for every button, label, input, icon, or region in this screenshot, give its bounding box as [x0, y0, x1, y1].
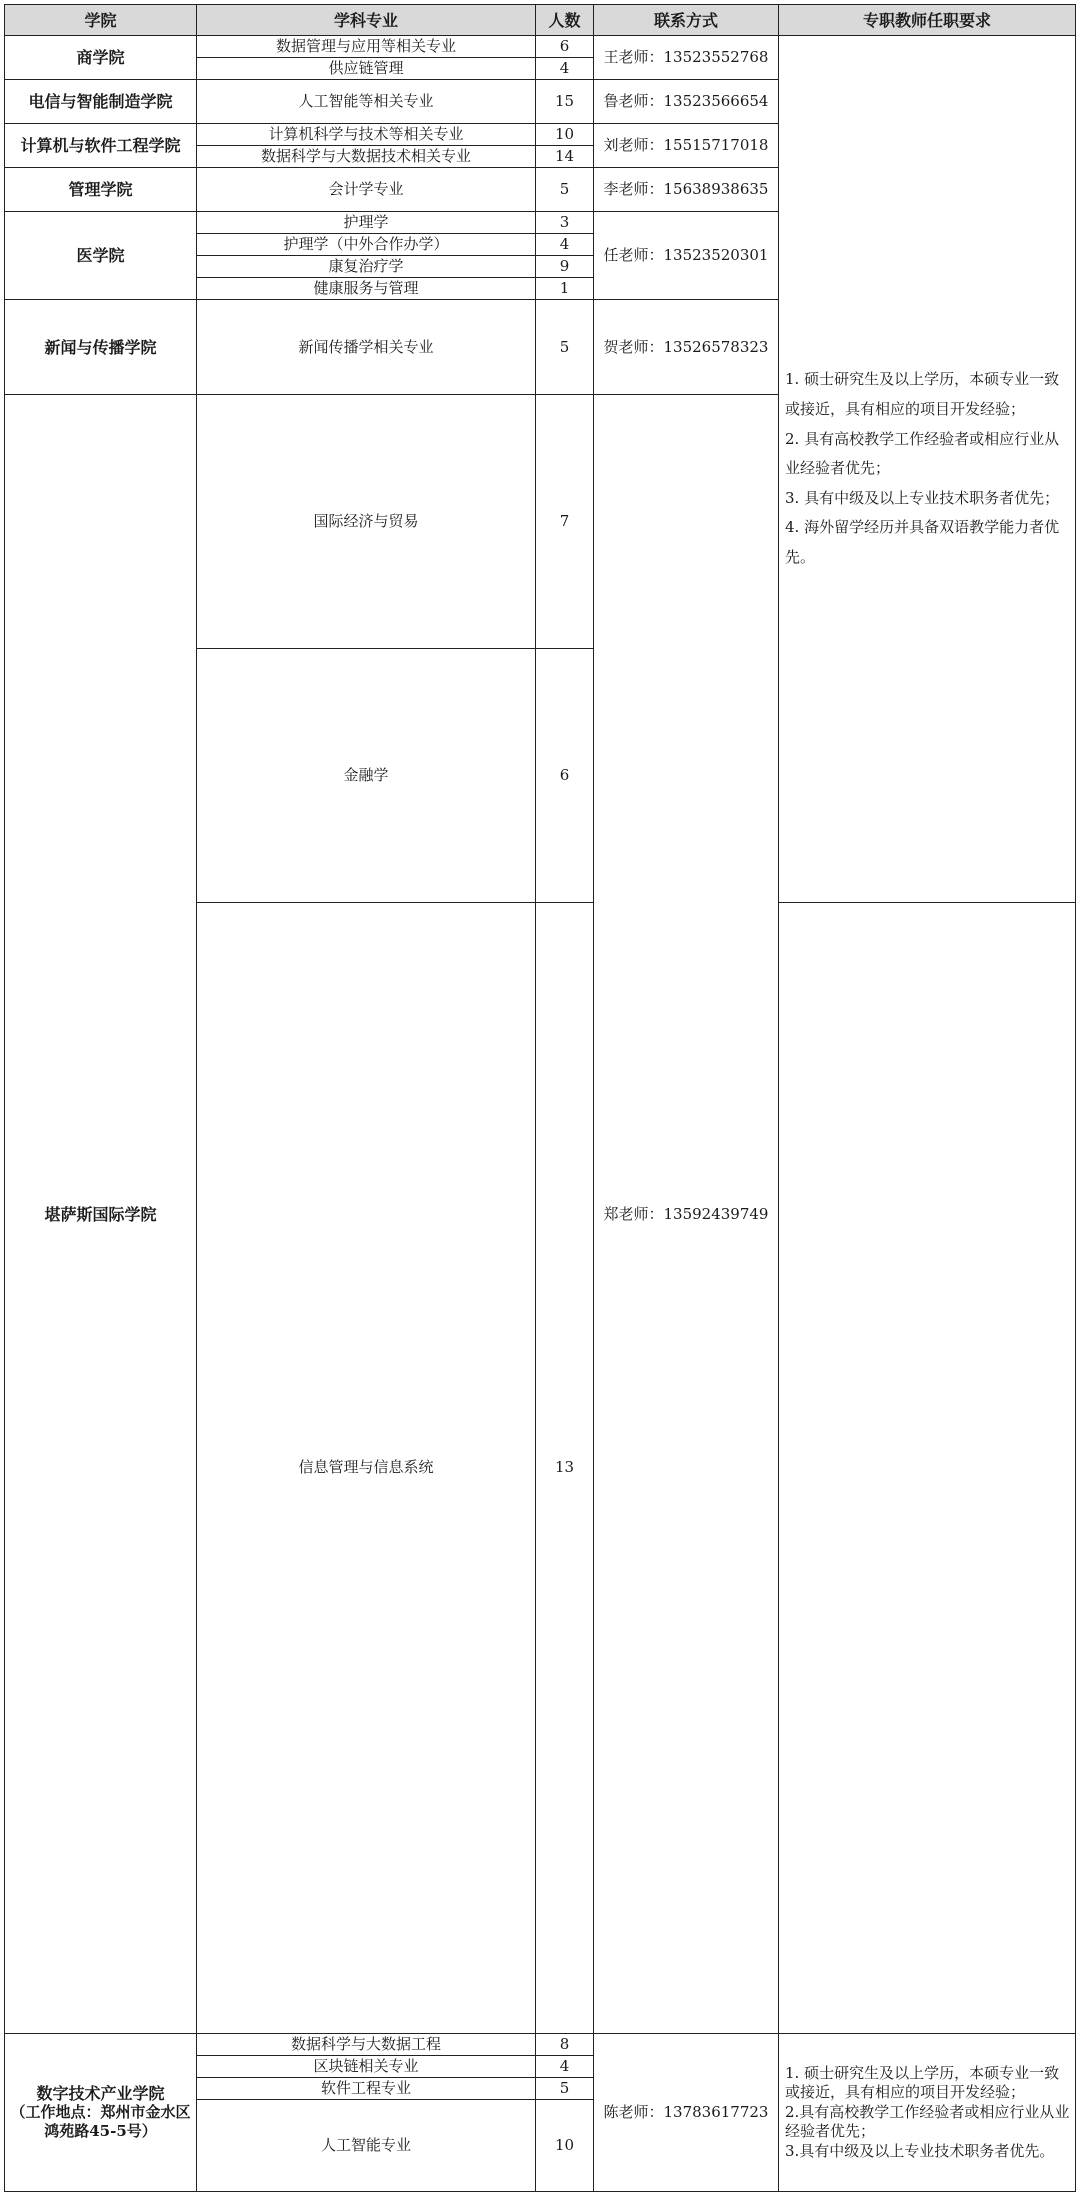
- major-cell: 护理学: [197, 212, 536, 234]
- header-college: 学院: [5, 5, 197, 36]
- requirements-cell: [779, 36, 1076, 903]
- major-cell: 国际经济与贸易: [197, 395, 536, 649]
- college-name: 管理学院: [5, 168, 197, 212]
- recruitment-table: [4, 4, 1076, 2192]
- header-count: 人数: [536, 5, 594, 36]
- work-location-note: （工作地点：郑州市金水区鸿苑路45-5号）: [10, 2103, 191, 2140]
- college-name: 堪萨斯国际学院: [5, 395, 197, 2034]
- major-cell: 信息管理与信息系统: [197, 902, 536, 2033]
- count-cell: 5: [536, 300, 594, 395]
- count-cell: 5: [536, 168, 594, 212]
- count-cell: 13: [536, 902, 594, 2033]
- major-cell: 人工智能专业: [197, 2100, 536, 2192]
- table-row: [5, 36, 1076, 58]
- count-cell: 3: [536, 212, 594, 234]
- header-major: 学科专业: [197, 5, 536, 36]
- count-cell: 6: [536, 36, 594, 58]
- major-cell: 金融学: [197, 648, 536, 902]
- major-cell: 计算机科学与技术等相关专业: [197, 124, 536, 146]
- college-name: 电信与智能制造学院: [5, 80, 197, 124]
- major-cell: 健康服务与管理: [197, 278, 536, 300]
- contact-cell: 贺老师：13526578323: [594, 300, 779, 395]
- count-cell: 4: [536, 234, 594, 256]
- header-requirements: 专职教师任职要求: [779, 5, 1076, 36]
- major-cell: 数据科学与大数据工程: [197, 2034, 536, 2056]
- major-cell: 供应链管理: [197, 58, 536, 80]
- college-cell: [5, 2034, 197, 2192]
- major-cell: 新闻传播学相关专业: [197, 300, 536, 395]
- count-cell: 10: [536, 2100, 594, 2192]
- contact-cell: 王老师：13523552768: [594, 36, 779, 80]
- count-cell: 7: [536, 395, 594, 649]
- major-cell: 数据科学与大数据技术相关专业: [197, 146, 536, 168]
- requirements-cell: [779, 2034, 1076, 2192]
- requirement-item: 4. 海外留学经历并具备双语教学能力者优先。: [785, 518, 1060, 566]
- count-cell: 14: [536, 146, 594, 168]
- header-row: [5, 5, 1076, 36]
- count-cell: 9: [536, 256, 594, 278]
- count-cell: 5: [536, 2078, 594, 2100]
- contact-cell: 陈老师：13783617723: [594, 2034, 779, 2192]
- college-name: 计算机与软件工程学院: [5, 124, 197, 168]
- count-cell: 15: [536, 80, 594, 124]
- college-name: 新闻与传播学院: [5, 300, 197, 395]
- requirement-item: 3. 具有中级及以上专业技术职务者优先；: [785, 488, 1060, 507]
- count-cell: 6: [536, 648, 594, 902]
- header-contact: 联系方式: [594, 5, 779, 36]
- contact-cell: 郑老师：13592439749: [594, 395, 779, 2034]
- requirement-item: 2. 具有高校教学工作经验者或相应行业从业经验者优先；: [785, 429, 1060, 478]
- count-cell: 4: [536, 58, 594, 80]
- count-cell: 4: [536, 2056, 594, 2078]
- major-cell: 软件工程专业: [197, 2078, 536, 2100]
- requirement-item: 3.具有中级及以上专业技术职务者优先。: [785, 2141, 1055, 2160]
- contact-cell: 刘老师：15515717018: [594, 124, 779, 168]
- count-cell: 8: [536, 2034, 594, 2056]
- major-cell: 康复治疗学: [197, 256, 536, 278]
- college-name: 商学院: [5, 36, 197, 80]
- major-cell: 区块链相关专业: [197, 2056, 536, 2078]
- major-cell: 会计学专业: [197, 168, 536, 212]
- contact-cell: 李老师：15638938635: [594, 168, 779, 212]
- college-name: 数字技术产业学院: [36, 2084, 165, 2103]
- major-cell: 护理学（中外合作办学）: [197, 234, 536, 256]
- table-row: [5, 2034, 1076, 2056]
- count-cell: 10: [536, 124, 594, 146]
- major-cell: 人工智能等相关专业: [197, 80, 536, 124]
- college-name: 医学院: [5, 212, 197, 300]
- contact-cell: 鲁老师：13523566654: [594, 80, 779, 124]
- requirement-item: 1. 硕士研究生及以上学历，本硕专业一致或接近，具有相应的项目开发经验；: [785, 2063, 1060, 2102]
- major-cell: 数据管理与应用等相关专业: [197, 36, 536, 58]
- requirement-item: 2.具有高校教学工作经验者或相应行业从业经验者优先；: [785, 2102, 1070, 2141]
- requirement-item: 1. 硕士研究生及以上学历，本硕专业一致或接近，具有相应的项目开发经验；: [785, 370, 1060, 418]
- contact-cell: 任老师：13523520301: [594, 212, 779, 300]
- count-cell: 1: [536, 278, 594, 300]
